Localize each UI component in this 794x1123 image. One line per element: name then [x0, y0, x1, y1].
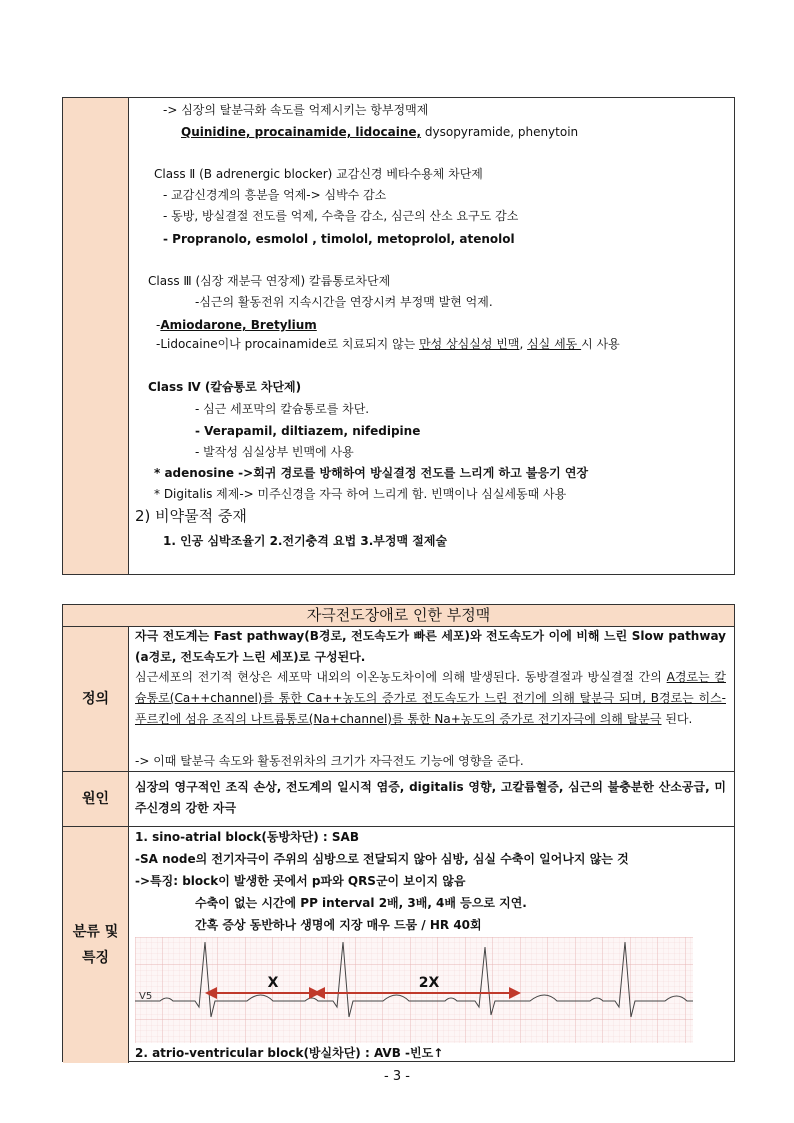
text-line: -> 심장의 탈분극화 속도를 억제시키는 항부정맥제 — [163, 103, 429, 117]
drug-list-line — [181, 124, 578, 140]
text-line: - 발작성 심실상부 빈맥에 사용 — [195, 445, 354, 459]
avb-heading: 2. atrio-ventricular block(방실차단) : AVB -빈도↑ — [135, 1046, 444, 1060]
ecg-lead-label: V5 — [139, 991, 153, 1002]
classification-label: 분류 및 특징 — [63, 827, 129, 1063]
text-line: ->특징: block이 발생한 곳에서 p파와 QRS군이 보이지 않음 — [135, 874, 466, 888]
cause-text: 심장의 영구적인 조직 손상, 전도계의 일시적 염증, digitalis 영향, 고칼륨혈증, 심근의 불충분한 산소공급, 미주신경의 강한 자극 — [135, 780, 726, 815]
class-3-heading: Class Ⅲ (심장 재분극 연장제) 칼륨통로차단제 — [148, 274, 391, 288]
text-line: - 심근 세포막의 칼슘통로를 차단. — [195, 402, 370, 416]
definition-paragraph-1: 자극 전도계는 Fast pathway(B경로, 전도속도가 빠른 세포)와 전도속도가 이에 비해 느린 Slow pathway (a경로, 전도속도가 느린 세포)로 구성된다. — [135, 629, 726, 664]
drug-class-content — [129, 98, 734, 574]
ecg-strip — [135, 937, 693, 1043]
table-title: 자극전도장애로 인한 부정맥 — [63, 605, 734, 627]
table-side-cell — [63, 98, 129, 574]
cause-row — [63, 772, 734, 827]
class-2-heading: Class Ⅱ (B adrenergic blocker) 교감신경 베타수용체 차단제 — [154, 167, 483, 181]
text-line: * adenosine ->회귀 경로를 방해하여 방실결정 전도를 느리게 하고 불응기 연장 — [154, 466, 589, 480]
non-drug-heading: 2) 비약물적 중재 — [135, 507, 247, 525]
classification-row — [63, 827, 734, 1063]
other-drugs: dysopyramide, phenytoin — [421, 125, 579, 139]
conduction-disorder-table — [62, 604, 735, 1062]
classification-body — [129, 827, 734, 1063]
text-line: -SA node의 전기자극이 주위의 심방으로 전달되지 않아 심방, 심실 수축이 일어나지 않는 것 — [135, 852, 629, 866]
drug-list-line — [156, 317, 317, 333]
underlined-drugs: Amiodarone, Bretylium — [160, 318, 317, 332]
text-line: -심근의 활동전위 지속시간을 연장시켜 부정맥 발현 억제. — [195, 295, 493, 309]
drug-table-continued — [62, 97, 735, 575]
text-line: - 동방, 방실결절 전도를 억제, 수축을 감소, 심근의 산소 요구도 감소 — [163, 209, 519, 223]
text-line: -Lidocaine이나 procainamide로 치료되지 않는 만성 상심실성 빈맥, 심실 세동 시 사용 — [156, 337, 620, 351]
definition-body — [129, 627, 734, 771]
text-line: - Verapamil, diltiazem, nifedipine — [195, 424, 421, 438]
text-line: - 교감신경계의 흥분을 억제-> 심박수 감소 — [163, 188, 387, 202]
definition-label: 정의 — [63, 627, 129, 771]
page-number: - 3 - — [384, 1069, 410, 1084]
cause-body — [129, 772, 734, 826]
dash: - — [156, 318, 161, 332]
interval-2x-label: 2X — [418, 975, 440, 991]
class-4-heading: Class Ⅳ (칼슘통로 차단제) — [148, 380, 302, 394]
text-line: * Digitalis 제제-> 미주신경을 자극 하여 느리게 함. 빈맥이나 심실세동때 사용 — [154, 487, 567, 501]
definition-paragraph-2: 심근세포의 전기적 현상은 세포막 내외의 이온농도차이에 의해 발생된다. 동방결절과 방실결절 간의 A경로는 칼슘통로(Ca++channel)를 통한 Ca++농도의 증가로 전도속도가 느린 전기에 의해 탈분극 되며, B경로는 히스-푸르킨에 섬유 조직의 나트륨통로(Na+channel)를 통한 Na+농도의 증가로 전기자극에 의해 탈분극 된다. — [135, 670, 726, 726]
cause-label: 원인 — [63, 772, 129, 826]
text-line: 1. 인공 심박조율기 2.전기충격 요법 3.부정맥 절제술 — [163, 534, 448, 548]
definition-row — [63, 627, 734, 772]
interval-x-label: X — [267, 975, 279, 991]
underlined-drugs: Quinidine, procainamide, lidocaine, — [181, 125, 422, 139]
text-line: 간혹 증상 동반하나 생명에 지장 매우 드뭄 / HR 40회 — [195, 918, 482, 932]
text-line: 수축이 없는 시간에 PP interval 2배, 3배, 4배 등으로 지연. — [195, 896, 527, 910]
definition-paragraph-3: -> 이때 탈분극 속도와 활동전위차의 크기가 자극전도 기능에 영향을 준다. — [135, 754, 524, 768]
sab-heading: 1. sino-atrial block(동방차단) : SAB — [135, 830, 359, 844]
text-line: - Propranolo, esmolol , timolol, metoprolol, atenolol — [163, 232, 515, 246]
